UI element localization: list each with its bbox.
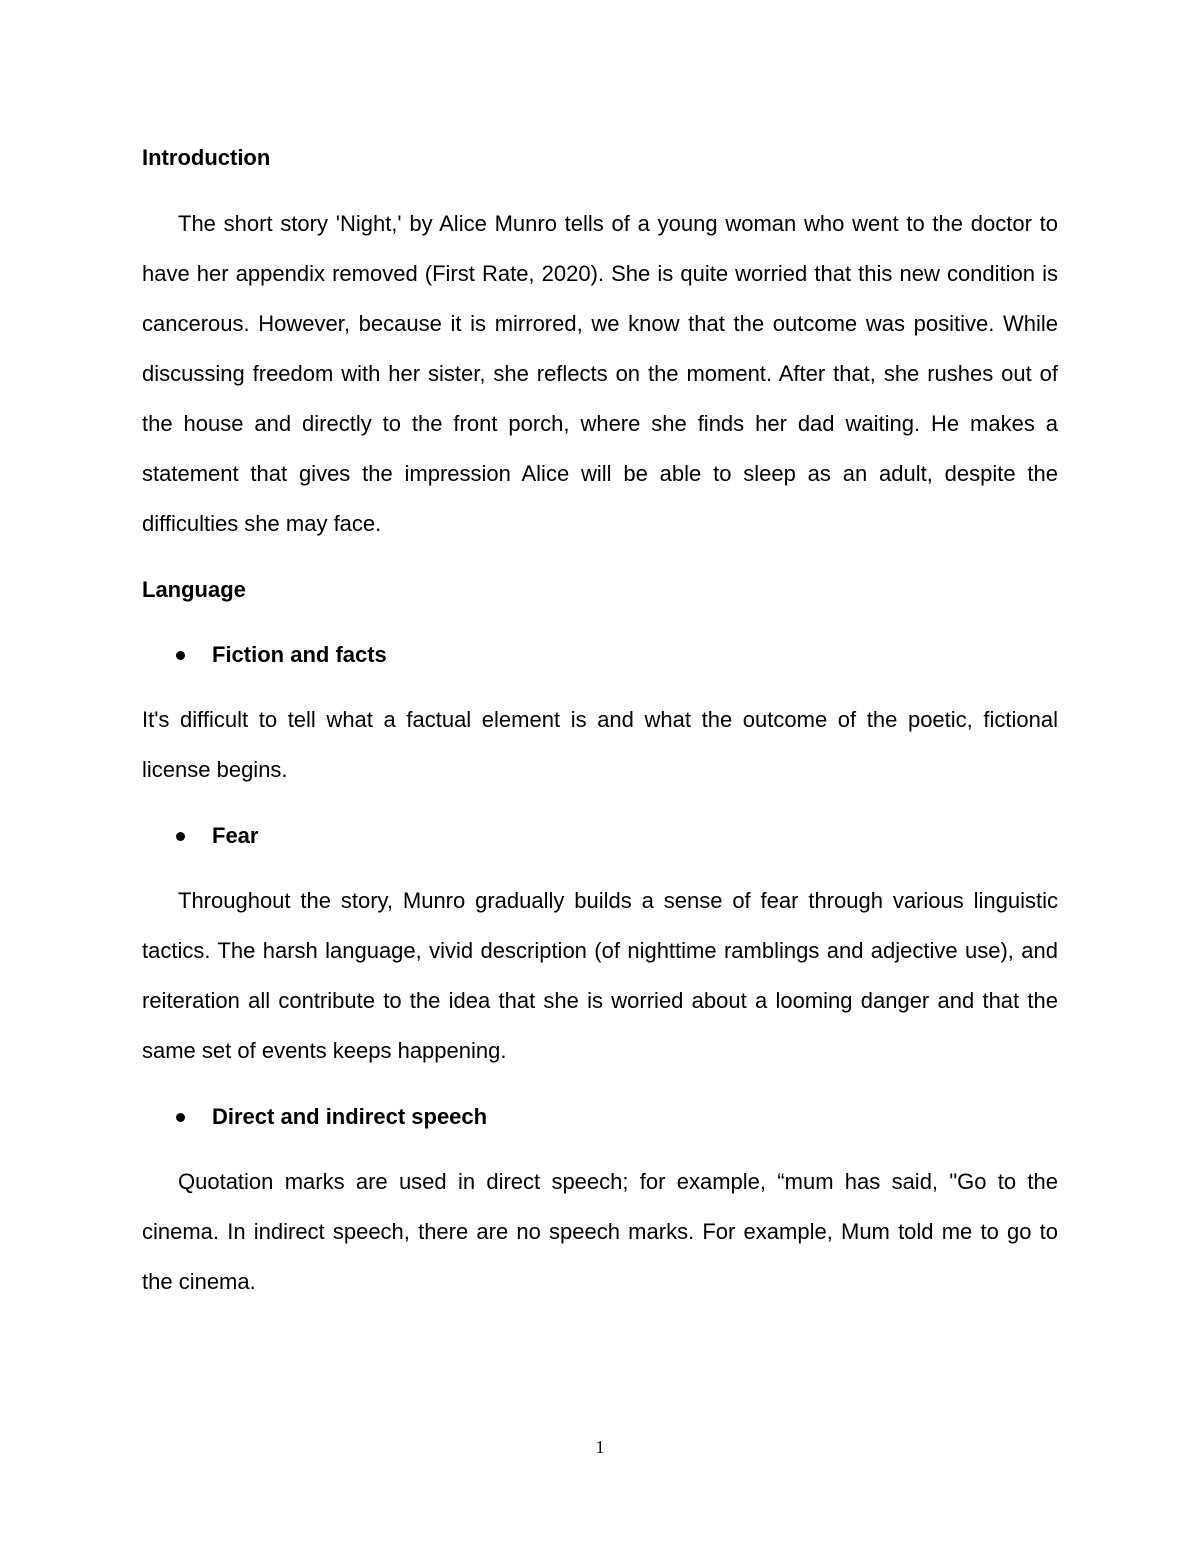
- bullet-icon: [176, 651, 185, 660]
- page-number: 1: [595, 1437, 605, 1457]
- bullet-item-fiction-and-facts: [142, 639, 1058, 671]
- paragraph-introduction: The short story 'Night,' by Alice Munro tells of a young woman who went to the doctor to have her appendix removed (First Rate, 2020). She is quite worried that this new condition is cancerous. However, because it is mirrored, we know that the outcome was positive. While discussing freedom with her sister, she reflects on the moment. After that, she rushes out of the house and directly to the front porch, where she finds her dad waiting. He makes a statement that gives the impression Alice will be able to sleep as an adult, despite the difficulties she may face.: [142, 211, 1058, 536]
- bullet-icon: [176, 1113, 185, 1122]
- document-body: [142, 142, 1058, 1307]
- bullet-item-fear: [142, 820, 1058, 852]
- bullet-icon: [176, 832, 185, 841]
- bullet-item-direct-and-indirect-speech: [142, 1101, 1058, 1133]
- paragraph-fiction-and-facts: It's difficult to tell what a factual element is and what the outcome of the poetic, fictional license begins.: [142, 707, 1058, 782]
- heading-introduction: Introduction: [142, 145, 271, 170]
- bullet-label: Direct and indirect speech: [212, 1104, 488, 1129]
- bullet-label: Fear: [212, 823, 259, 848]
- paragraph-direct-and-indirect-speech: Quotation marks are used in direct speech; for example, “mum has said, "Go to the cinema. In indirect speech, there are no speech marks. For example, Mum told me to go to the cinema.: [142, 1169, 1058, 1294]
- paragraph-fear: Throughout the story, Munro gradually builds a sense of fear through various linguistic tactics. The harsh language, vivid description (of nighttime ramblings and adjective use), and reiteration all contribute to the idea that she is worried about a looming danger and that the same set of events keeps happening.: [142, 888, 1058, 1063]
- heading-language: Language: [142, 577, 246, 602]
- bullet-label: Fiction and facts: [212, 642, 387, 667]
